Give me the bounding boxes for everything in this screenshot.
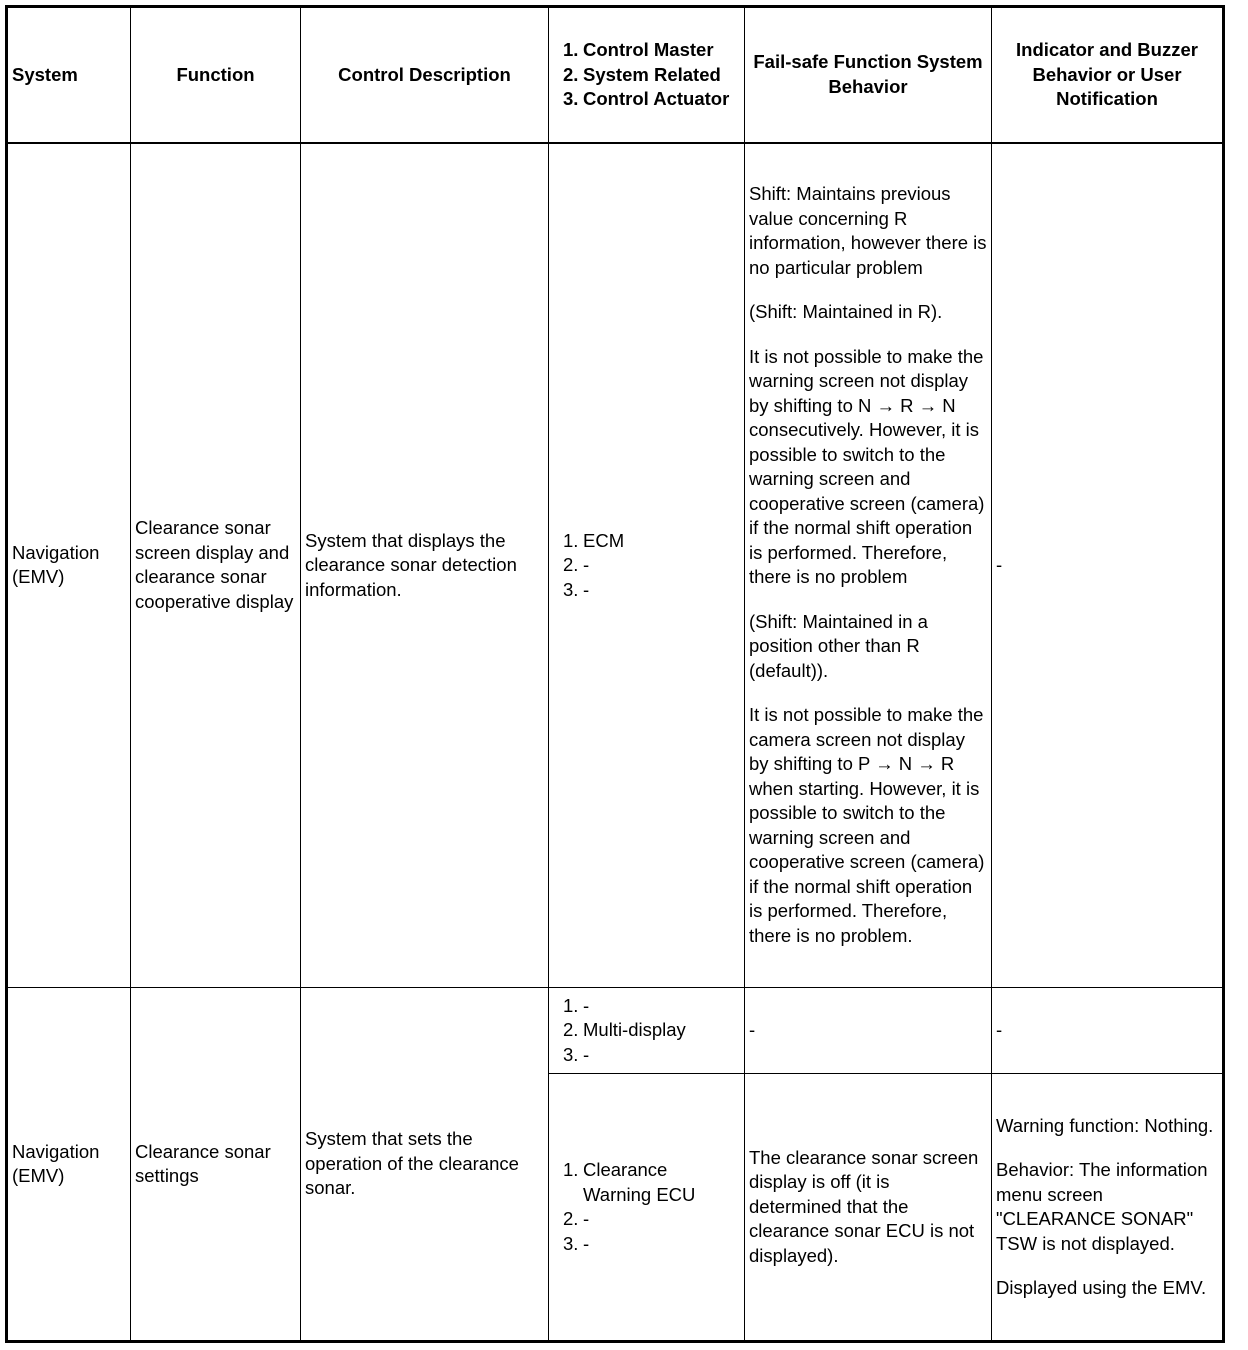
failsafe-paragraph: Shift: Maintains previous value concerning R information, however there is no particular problem	[749, 183, 987, 278]
header-control-master: Control Master	[583, 39, 714, 60]
row1-system: Navigation (EMV)	[7, 143, 131, 988]
table-row	[7, 988, 1224, 1074]
failsafe-paragraph: (Shift: Maintained in R).	[749, 301, 943, 323]
header-control-actuator: Control Actuator	[583, 88, 730, 109]
indicator-paragraph: Displayed using the EMV.	[996, 1277, 1207, 1298]
header-control-list	[549, 7, 745, 143]
row1-control-master: ECM	[583, 529, 625, 551]
header-control-description: Control Description	[301, 7, 549, 143]
row2a-indicator: -	[992, 988, 1224, 1074]
row1-system-related: -	[583, 554, 590, 575]
indicator-paragraph: Warning function: Nothing.	[996, 1114, 1214, 1136]
header-indicator: Indicator and Buzzer Behavior or User Notification	[992, 7, 1224, 143]
row1-control-actuator: -	[583, 578, 590, 600]
header-row	[7, 7, 1224, 143]
row2b-indicator	[992, 1074, 1224, 1342]
row2b-control	[549, 1074, 745, 1342]
table-row	[7, 143, 1224, 988]
header-system-related: System Related	[583, 63, 721, 85]
indicator-paragraph: Behavior: The information menu screen "CLEARANCE SONAR" TSW is not displayed.	[996, 1159, 1208, 1254]
row2b-control-actuator: -	[583, 1232, 590, 1254]
row2b-control-master: Clearance Warning ECU	[583, 1159, 696, 1205]
row2-function: Clearance sonar settings	[131, 988, 301, 1342]
failsafe-paragraph: It is not possible to make the warning screen not display by shifting to N → R → N consecutively. However, it is possible to switch to the warning screen and cooperative screen (camera) if the normal shift operation is performed. Therefore, there is no problem	[749, 345, 985, 588]
row2a-system-related: Multi-display	[583, 1019, 686, 1041]
row1-function: Clearance sonar screen display and clearance sonar cooperative display	[131, 143, 301, 988]
failsafe-paragraph: It is not possible to make the camera screen not display by shifting to P → N → R when starting. However, it is possible to switch to the warning screen and cooperative screen (camera) if the normal shift operation is performed. Therefore, there is no problem.	[749, 704, 985, 946]
row2b-system-related: -	[583, 1208, 590, 1229]
header-function: Function	[131, 7, 301, 143]
row2a-control	[549, 988, 745, 1074]
row2a-failsafe: -	[745, 988, 992, 1074]
row2a-control-actuator: -	[583, 1043, 590, 1065]
row2a-control-master: -	[583, 994, 590, 1016]
row2-system: Navigation (EMV)	[7, 988, 131, 1342]
row2b-failsafe: The clearance sonar screen display is off (it is determined that the clearance sonar ECU is not displayed).	[745, 1074, 992, 1342]
row1-indicator: -	[992, 143, 1224, 988]
fail-safe-spec-table	[5, 5, 1225, 1343]
row1-description: System that displays the clearance sonar detection information.	[301, 143, 549, 988]
failsafe-paragraph: (Shift: Maintained in a position other than R (default)).	[749, 610, 928, 681]
header-failsafe: Fail-safe Function System Behavior	[745, 7, 992, 143]
row2-description: System that sets the operation of the clearance sonar.	[301, 988, 549, 1342]
row1-control	[549, 143, 745, 988]
row1-failsafe	[745, 143, 992, 988]
header-system: System	[7, 7, 131, 143]
